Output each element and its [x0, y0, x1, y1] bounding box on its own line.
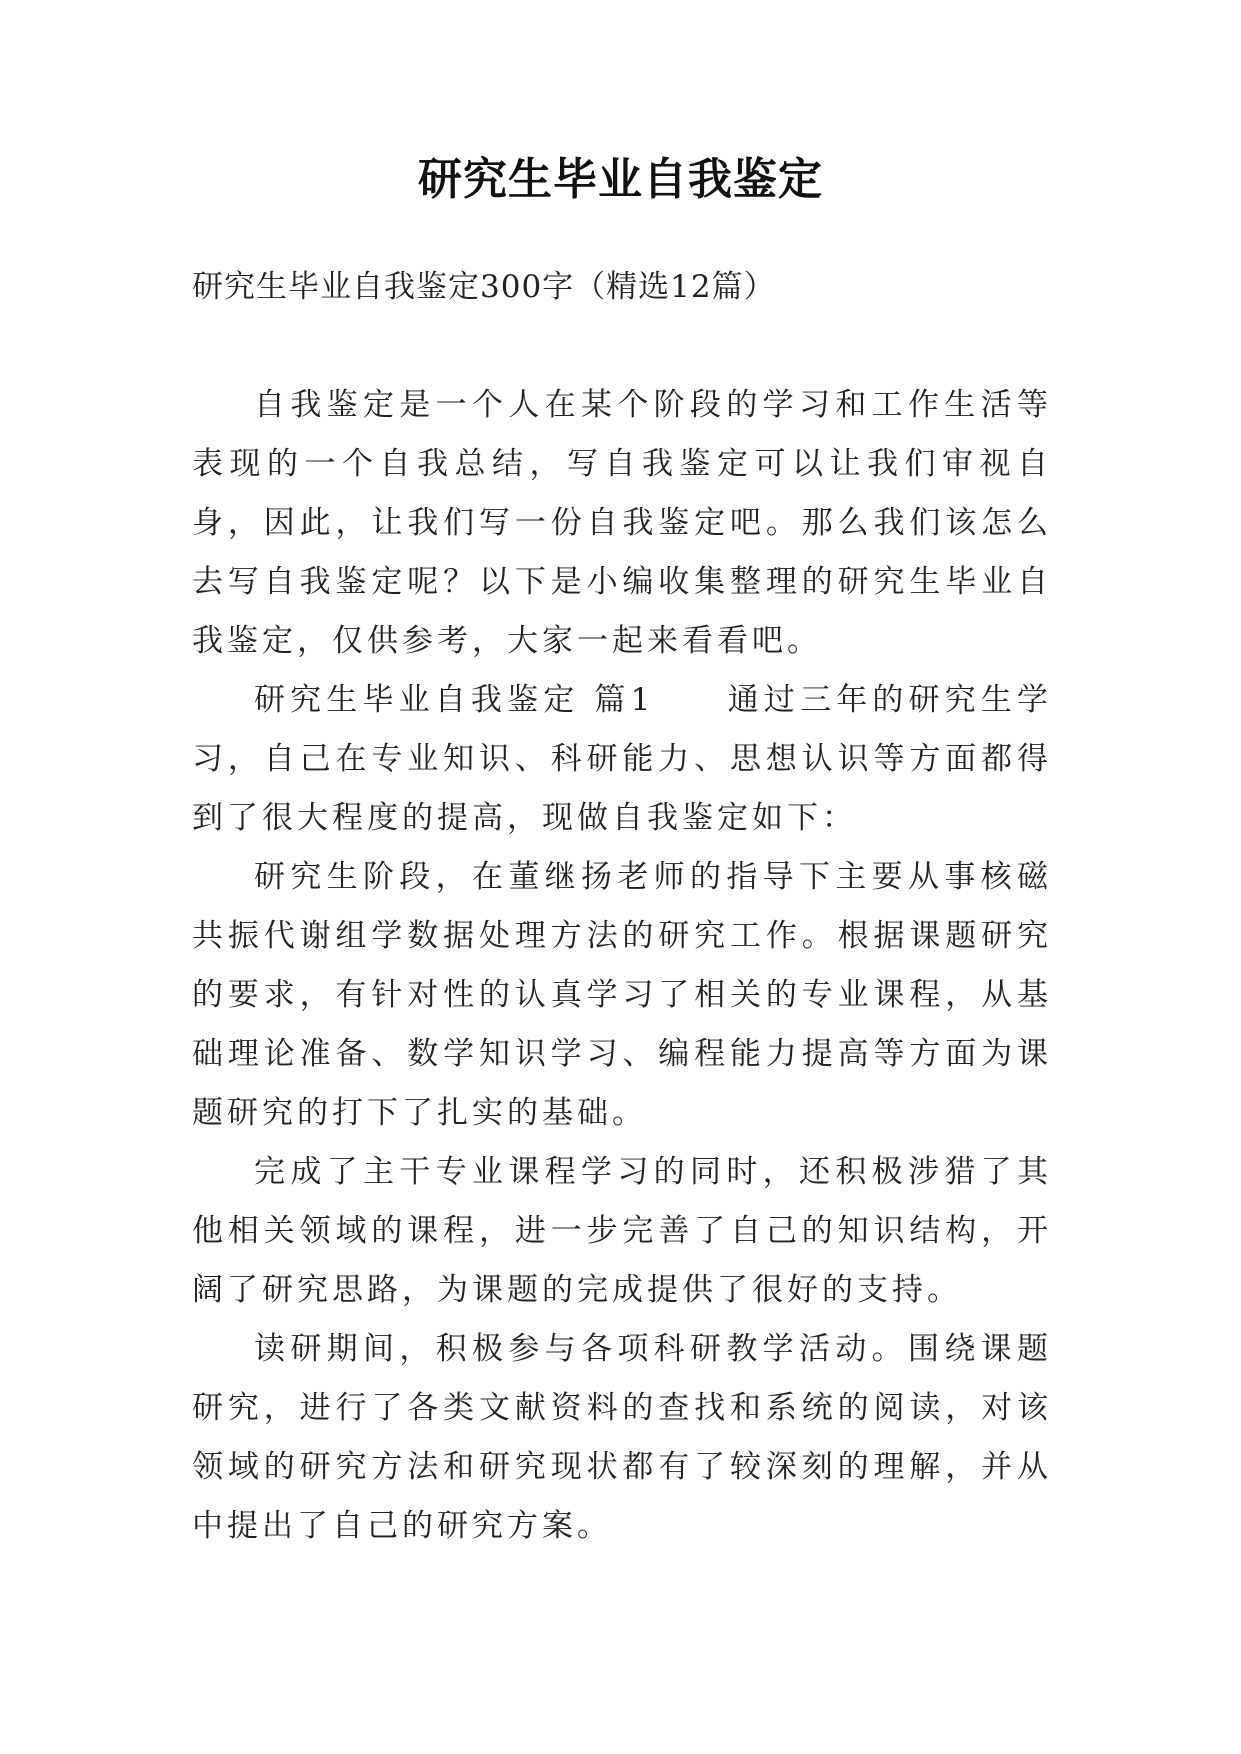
document-body	[192, 258, 1052, 1556]
document-title: 研究生毕业自我鉴定	[418, 154, 823, 205]
paragraph-section-1-heading: 研究生毕业自我鉴定 篇1 通过三年的研究生学习，自己在专业知识、科研能力、思想认识等方面都得到了很大程度的提高，现做自我鉴定如下：	[192, 682, 1052, 836]
paragraph-research-activities: 读研期间，积极参与各项科研教学活动。围绕课题研究，进行了各类文献资料的查找和系统的阅读，对该领域的研究方法和研究现状都有了较深刻的理解，并从中提出了自己的研究方案。	[192, 1331, 1052, 1544]
paragraph-research-work: 研究生阶段，在董继扬老师的指导下主要从事核磁共振代谢组学数据处理方法的研究工作。根据课题研究的要求，有针对性的认真学习了相关的专业课程，从基础理论准备、数学知识学习、编程能力提高等方面为课题研究的打下了扎实的基础。	[192, 859, 1052, 1131]
paragraph-courses: 完成了主干专业课程学习的同时，还积极涉猎了其他相关领域的课程，进一步完善了自己的知识结构，开阔了研究思路，为课题的完成提供了很好的支持。	[192, 1154, 1052, 1308]
blank-line	[192, 317, 1052, 376]
paragraph-intro: 自我鉴定是一个人在某个阶段的学习和工作生活等表现的一个自我总结，写自我鉴定可以让我们审视自身，因此，让我们写一份自我鉴定吧。那么我们该怎么去写自我鉴定呢？以下是小编收集整理的研究生毕业自我鉴定，仅供参考，大家一起来看看吧。	[192, 387, 1052, 659]
document-subtitle: 研究生毕业自我鉴定300字（精选12篇）	[192, 269, 776, 305]
